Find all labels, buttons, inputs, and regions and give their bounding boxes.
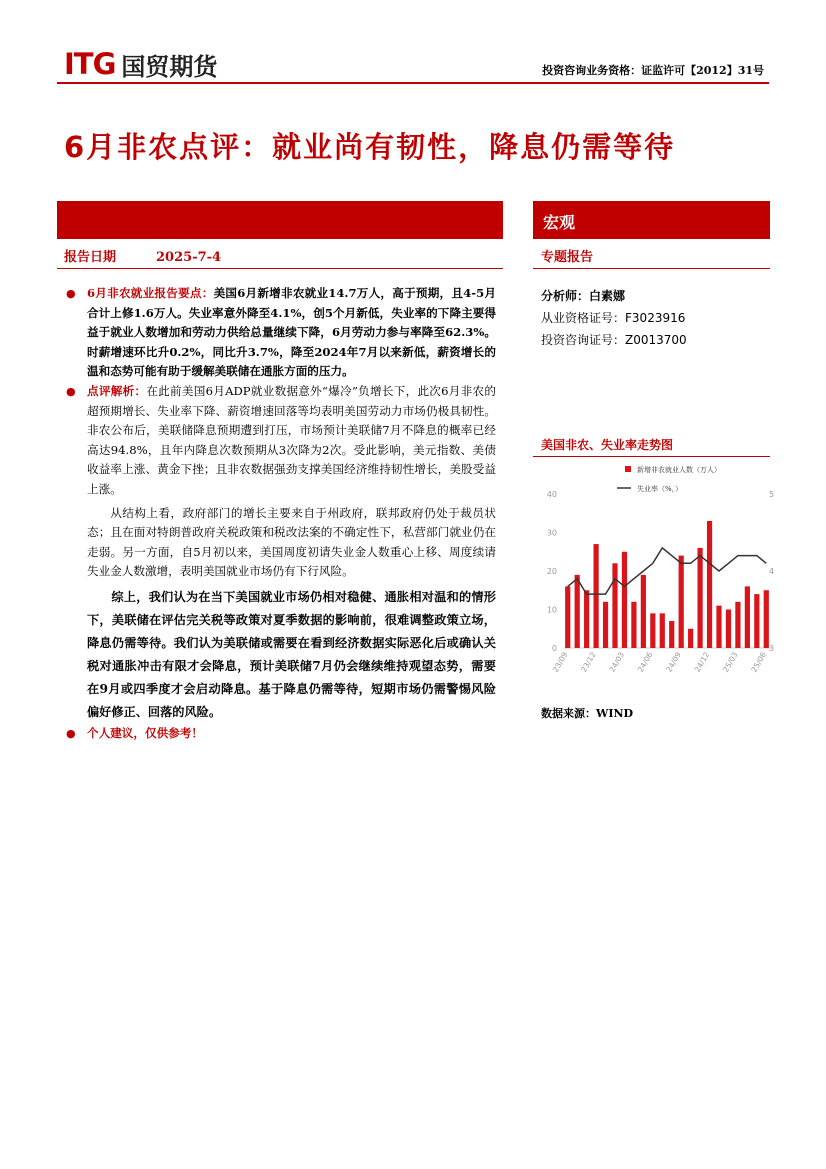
chart-bar [726,610,731,649]
cert2-value: Z0013700 [625,333,687,347]
analyst-name: 白素娜 [589,289,626,303]
x-tick-label: 24/09 [664,650,683,674]
chart-bar [764,590,769,648]
chart-bar [697,548,702,648]
analyst-info [541,285,687,351]
x-tick-label: 23/12 [579,650,598,674]
qualification-text: 投资咨询业务资格：证监许可【2012】31号 [542,64,764,77]
logo-chinese: 国贸期货 [121,52,218,81]
chart-bar [745,586,750,648]
type-divider [533,268,770,269]
chart-bar [735,602,740,648]
chart-bar [565,586,570,648]
chart-bar [707,521,712,648]
y-left-tick-label: 0 [551,644,557,653]
x-tick-label: 23/09 [550,650,570,674]
chart-bar [631,602,636,648]
category-label: 宏观 [543,213,576,232]
chart-bar [669,621,674,648]
chart-bar [660,613,665,648]
legend-bar-swatch [625,466,631,472]
structure-paragraph: 从结构上看，政府部门的增长主要来自于州政府，联邦政府仍处于裁员状态；且在面对特朗普政府关税政策和税改法案的不确定性下，私营部门就业仍在走弱。另一方面，自5月初以来，美国周度初请失业金人数重心上移、周度续请失业金人数激增，表明美国就业市场仍有下行风险。 [87,505,496,579]
chart-divider [533,456,770,457]
report-type: 专题报告 [541,250,594,265]
chart-bar [650,613,655,648]
analysis-paragraph [64,382,496,500]
y-left-tick-label: 20 [546,567,557,576]
date-divider [57,268,503,269]
bullet-icon: ● [66,287,76,300]
chart-bar [612,563,617,648]
legend-line-label: 失业率（%，） [637,485,683,493]
summary-text: 美国6月新增非农就业14.7万人，高于预期，且4-5月合计上修1.6万人。失业率意外降至4.1%，创5个月新低，失业率的下降主要得益于就业人数增加和劳动力供给总量继续下降，6月劳动力参与率降至62.3%。时薪增速环比升0.2%，同比升3.7%，降至2024年7月以来新低，薪资增长的温和态势可能有助于缓解美联储在通胀方面的压力。 [87,286,496,379]
y-left-tick-label: 10 [546,605,557,615]
company-logo [64,48,217,80]
report-date [64,246,221,265]
chart-bar [688,629,693,648]
y-right-tick-label: 4 [769,567,775,576]
conclusion-paragraph: 综上，我们认为在当下美国就业市场仍相对稳健、通胀相对温和的情形下，美联储在评估完关税等政策对夏季数据的影响前，很难调整政策立场，降息仍需等待。我们认为美联储或需要在看到经济数据实际恶化后或确认关税对通胀冲击有限才会降息，预计美联储7月仍会继续维持观望态势，需要在9月或四季度才会启动降息。基于降息仍需等待，短期市场仍需警惕风险偏好修正、回落的风险。 [87,589,496,719]
category-banner [533,201,770,239]
analysis-label: 点评解析： [87,383,147,398]
analyst-label: 分析师： [541,289,590,303]
x-tick-label: 24/12 [692,650,712,674]
cert1-label: 从业资格证号： [541,311,626,325]
y-left-tick-label: 30 [546,528,557,538]
advice-label: 个人建议，仅供参考！ [87,725,203,740]
advice-paragraph [64,724,496,744]
left-banner [57,201,503,239]
chart-bar [584,590,589,648]
x-tick-label: 25/03 [721,650,740,674]
chart-bar [754,594,759,648]
chart-bar [622,552,627,648]
report-title: 6月非农点评：就业尚有韧性，降息仍需等待 [64,130,676,164]
chart-bar [575,575,580,648]
chart-title: 美国非农、失业率走势图 [541,438,674,452]
cert1-value: F3023916 [625,311,686,325]
x-tick-label: 24/06 [635,650,655,674]
data-source: 数据来源：WIND [541,707,634,720]
y-left-tick-label: 40 [546,490,557,499]
chart-bar [716,606,721,648]
payrolls-unemployment-chart [533,458,773,698]
cert2-label: 投资咨询证号： [541,333,626,347]
chart-bar [603,602,608,648]
logo-latin: ITG [64,47,116,81]
y-right-tick-label: 3 [769,644,775,653]
analysis-text: 在此前美国6月ADP就业数据意外“爆冷”负增长下，此次6月非农的超预期增长、失业率下降、薪资增速回落等均表明美国劳动力市场仍极具韧性。非农公布后，美联储降息预期遭到打压，市场预计美联储7月不降息的概率已经高达94.8%，且年内降息次数预期从3次降为2次。受此影响，美元指数、美债收益率上涨、黄金下挫；且非农数据强劲支撑美国经济维持韧性增长，美股受益上涨。 [87,383,496,496]
x-tick-label: 25/06 [749,650,769,674]
report-body [64,284,496,744]
chart-bar [679,556,684,648]
summary-paragraph [64,284,496,382]
y-right-tick-label: 5 [769,490,775,499]
summary-label: 6月非农就业报告要点： [87,286,214,300]
report-date-label: 报告日期 [64,250,117,265]
legend-bar-label: 新增非农就业人数（万人） [637,466,721,474]
x-tick-label: 24/03 [607,650,627,674]
bullet-icon: ● [66,384,76,398]
chart-bar [641,575,646,648]
header-divider [57,82,769,84]
report-date-value: 2025-7-4 [156,250,222,265]
bullet-icon: ● [66,726,76,740]
chart-bar [593,544,598,648]
